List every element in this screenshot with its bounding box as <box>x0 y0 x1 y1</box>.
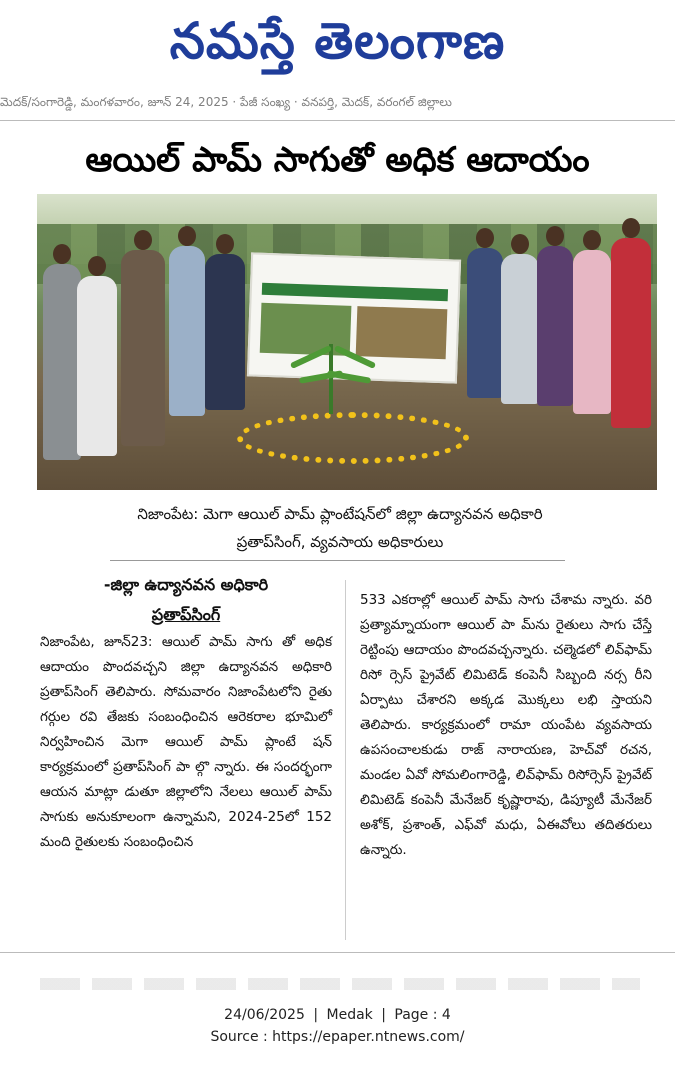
edition-info <box>0 1004 675 1026</box>
photo-person <box>169 246 205 416</box>
column-divider <box>345 580 346 940</box>
divider <box>0 952 675 953</box>
article-subhead-name: ప్రతాప్‌సింగ్ <box>151 605 221 624</box>
caption-line: ప్రతాప్‌సింగ్, వ్యవసాయ అధికారులు <box>236 533 444 551</box>
source-link[interactable]: https://epaper.ntnews.com/ <box>272 1029 465 1045</box>
photo-person <box>611 238 651 428</box>
article-body-text: 533 ఎకరాల్లో ఆయిల్ పామ్ సాగు చేశామ న్నారు. వరి ప్రత్యామ్నాయంగా ఆయిల్ పా మ్‌ను రైతులు సాగు చేస్తే రెట్టింపు ఆదాయం పొందవచ్చన్నారు. చల్మెడలో లివ్‌ఫామ్ రిసో ర్సెస్ ప్రైవేట్ లిమిటెడ్ కంపెనీ సిబ్బంది నర్స రీని ఏర్పాటు చేశారని అక్కడ మొక్కలు లభి స్తాయని తెలిపారు. కార్యక్రమంలో రామా యంపేట వ్యవసాయ ఉపసంచాలకుడు రాజ్ నారాయణ, హెచ్‌వో రచన, మండల ఏవో సోమలింగారెడ్డి, లివ్‌ఫామ్ రిసోర్సెస్ ప్రైవేట్ లిమిటెడ్ కంపెనీ మేనేజర్ కృష్ణారావు, డిప్యూటీ మేనేజర్ అశోక్, ప్రశాంత్, ఎఫ్‌వో మధు, ఏఈవోలు తదితరులు ఉన్నారు. <box>360 592 652 858</box>
edition-name: Medak <box>326 1007 373 1023</box>
photo-person <box>77 276 117 456</box>
next-article-fragment <box>40 978 640 990</box>
divider <box>0 120 675 121</box>
photo-person <box>43 264 81 460</box>
article-column-right <box>360 588 652 863</box>
newspaper-logo: నమస్తే తెలంగాణ <box>169 12 506 70</box>
photo-person <box>537 246 573 406</box>
edition-date: 24/06/2025 <box>224 1007 305 1023</box>
source-label: Source : <box>210 1029 273 1045</box>
masthead-info-strip: మెదక్/సంగారెడ్డి, మంగళవారం, జూన్ 24, 2025 · పేజీ సంఖ్య · వనపర్తి, మెదక్, వరంగల్ జిల్లాలు <box>0 95 452 109</box>
article-headline: ఆయిల్ పామ్ సాగుతో అధిక ఆదాయం <box>85 140 590 180</box>
divider <box>110 560 565 561</box>
caption-line: నిజాంపేట: మెగా ఆయిల్ పామ్ ప్లాంటేషన్‌లో జిల్లా ఉద్యానవన అధికారి <box>137 505 543 523</box>
separator: | <box>381 1007 386 1023</box>
article-subhead: -జిల్లా ఉద్యానవన అధికారి <box>103 575 269 594</box>
page-number: Page : 4 <box>394 1007 451 1023</box>
article-photo <box>37 194 657 490</box>
banner-band <box>262 283 448 301</box>
photo-banner <box>247 252 461 383</box>
photo-person <box>501 254 539 404</box>
separator: | <box>313 1007 319 1023</box>
banner-image <box>356 306 448 359</box>
photo-rangoli <box>237 412 469 464</box>
photo-person <box>121 250 165 446</box>
page-footer <box>0 1004 675 1048</box>
photo-palm-sapling <box>329 344 333 414</box>
article-body-text: నిజాంపేట, జూన్23: ఆయిల్ పామ్ సాగు తో అధిక ఆదాయం పొందవచ్చని జిల్లా ఉద్యానవన అధికారి ప్రతాప్‌సింగ్ తెలిపారు. సోమవారం నిజాంపేటలోని రైతు గర్గుల రవి తేజకు సంబంధించిన ఆరెకరాల భూమిలో నిర్వహించిన మెగా ఆయిల్ పామ్ ప్లాంటే షన్ కార్యక్రమంలో ప్రతాప్‌సింగ్ పా ల్గొ న్నారు. ఈ సందర్భంగా ఆయన మాట్లా డుతూ జిల్లాలోని నేలలు ఆయిల్ పామ్ సాగుకు అనుకూలంగా ఉన్నామని, 2024-25లో 152 మంది రైతులకు సంబంధించిన <box>40 634 332 850</box>
photo-person <box>467 248 503 398</box>
photo-person <box>573 250 611 414</box>
article-column-left <box>40 570 332 855</box>
photo-person <box>205 254 245 410</box>
photo-caption <box>60 500 620 556</box>
masthead <box>0 0 675 88</box>
source-line <box>0 1026 675 1048</box>
